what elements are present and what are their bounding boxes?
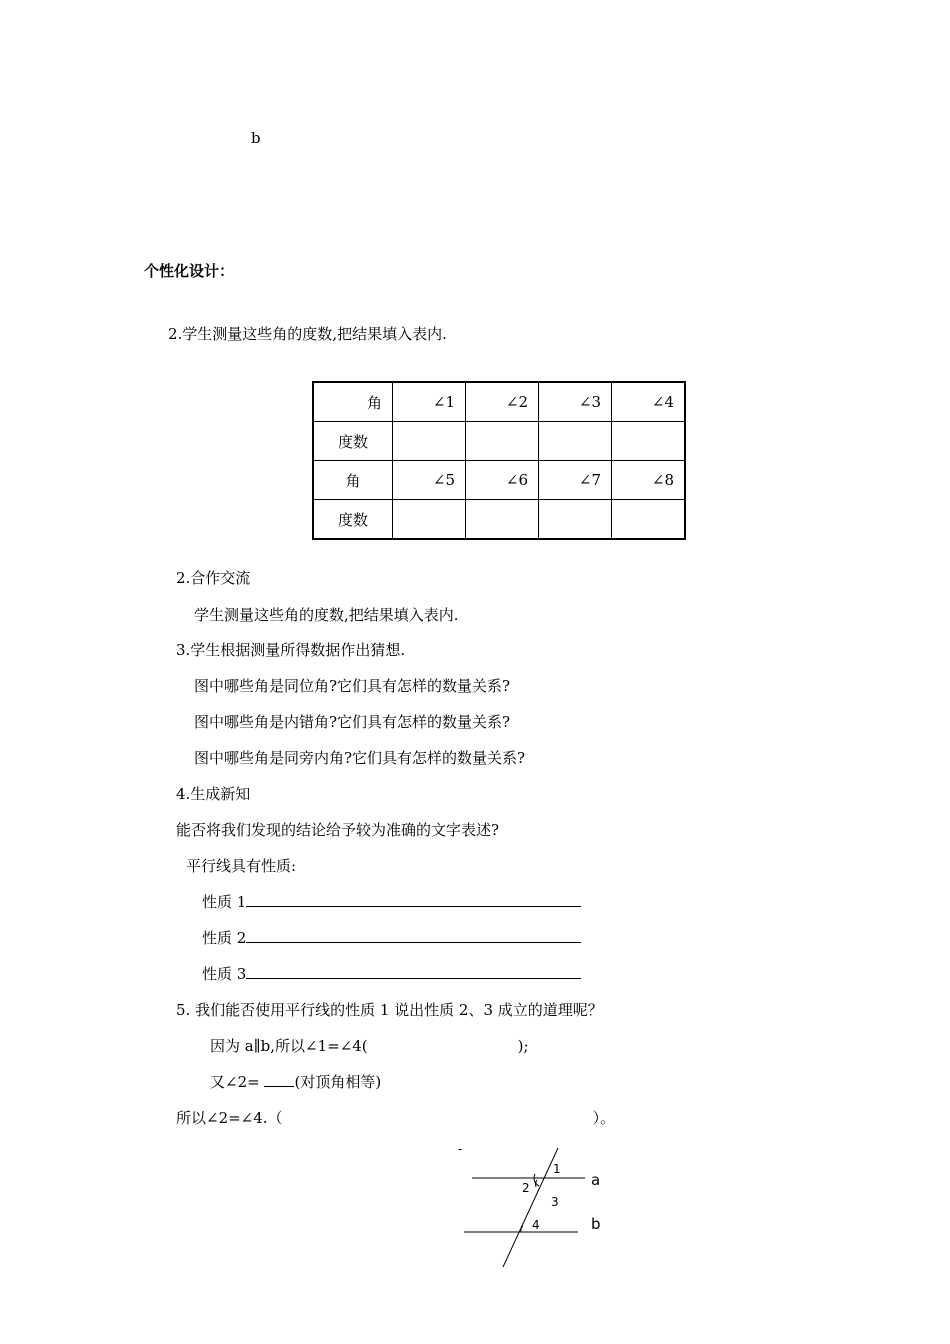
table-cell[interactable]	[539, 422, 612, 461]
angle-table	[312, 381, 686, 540]
table-cell: 角	[313, 382, 393, 422]
table-cell: ∠3	[539, 382, 612, 422]
so-close: ）。	[592, 1109, 616, 1127]
table-cell[interactable]	[466, 500, 539, 540]
table-cell: ∠2	[466, 382, 539, 422]
property-3-row	[202, 965, 581, 983]
table-cell[interactable]	[612, 500, 686, 540]
label-3: 3	[551, 1195, 559, 1209]
also-text: 又∠2=	[210, 1073, 260, 1091]
so-text: 所以∠2=∠4.（	[176, 1109, 283, 1127]
table-row	[313, 461, 685, 500]
label-4: 4	[532, 1218, 540, 1232]
property-2-label: 性质 2	[202, 929, 247, 947]
table-cell: ∠1	[393, 382, 466, 422]
properties-intro: 平行线具有性质:	[186, 857, 297, 875]
transversal-line	[503, 1148, 558, 1267]
measure-title: 2.学生测量这些角的度数,把结果填入表内.	[168, 325, 447, 343]
label-a: a	[591, 1171, 601, 1189]
parallel-lines-figure	[450, 1140, 620, 1275]
also-line	[210, 1073, 381, 1091]
property-1-label: 性质 1	[202, 893, 247, 911]
step-3-heading: 3.学生根据测量所得数据作出猜想.	[176, 641, 406, 659]
step-2-text: 学生测量这些角的度数,把结果填入表内.	[194, 606, 459, 624]
step-2-heading: 2.合作交流	[176, 569, 251, 587]
table-cell: ∠8	[612, 461, 686, 500]
step-4-heading: 4.生成新知	[176, 785, 251, 803]
table-cell: ∠5	[393, 461, 466, 500]
property-1-row	[202, 893, 581, 911]
so-line	[176, 1109, 615, 1127]
property-1-blank[interactable]	[246, 906, 581, 907]
property-3-label: 性质 3	[202, 965, 247, 983]
label-1: 1	[553, 1162, 561, 1176]
table-cell: ∠4	[612, 382, 686, 422]
property-3-blank[interactable]	[246, 978, 581, 979]
label-b: b	[591, 1215, 601, 1233]
also-reason: (对顶角相等)	[294, 1073, 382, 1091]
property-2-row	[202, 929, 581, 947]
also-blank[interactable]	[264, 1086, 294, 1087]
step-4-question: 能否将我们发现的结论给予较为准确的文字表述?	[176, 821, 500, 839]
table-cell[interactable]	[466, 422, 539, 461]
because-line	[210, 1037, 529, 1055]
top-label: b	[251, 129, 261, 147]
table-row	[313, 500, 685, 540]
table-row	[313, 422, 685, 461]
label-2: 2	[522, 1181, 530, 1195]
table-cell: 角	[313, 461, 393, 500]
table-cell: 度数	[313, 422, 393, 461]
because-close: );	[517, 1037, 529, 1055]
question-same-side: 图中哪些角是同旁内角?它们具有怎样的数量关系?	[194, 749, 526, 767]
table-cell: ∠6	[466, 461, 539, 500]
table-row	[313, 382, 685, 422]
table-cell[interactable]	[539, 500, 612, 540]
question-corresponding: 图中哪些角是同位角?它们具有怎样的数量关系?	[194, 677, 511, 695]
step-5-question: 5. 我们能否使用平行线的性质 1 说出性质 2、3 成立的道理呢？	[176, 1001, 603, 1019]
table-cell: 度数	[313, 500, 393, 540]
table-cell[interactable]	[612, 422, 686, 461]
section-heading: 个性化设计：	[144, 262, 235, 280]
table-cell[interactable]	[393, 422, 466, 461]
table-cell[interactable]	[393, 500, 466, 540]
question-alternate: 图中哪些角是内错角?它们具有怎样的数量关系?	[194, 713, 511, 731]
property-2-blank[interactable]	[246, 942, 581, 943]
table-cell: ∠7	[539, 461, 612, 500]
figure-dash: -	[458, 1142, 463, 1156]
because-text: 因为 a∥b,所以∠1=∠4(	[210, 1037, 368, 1055]
